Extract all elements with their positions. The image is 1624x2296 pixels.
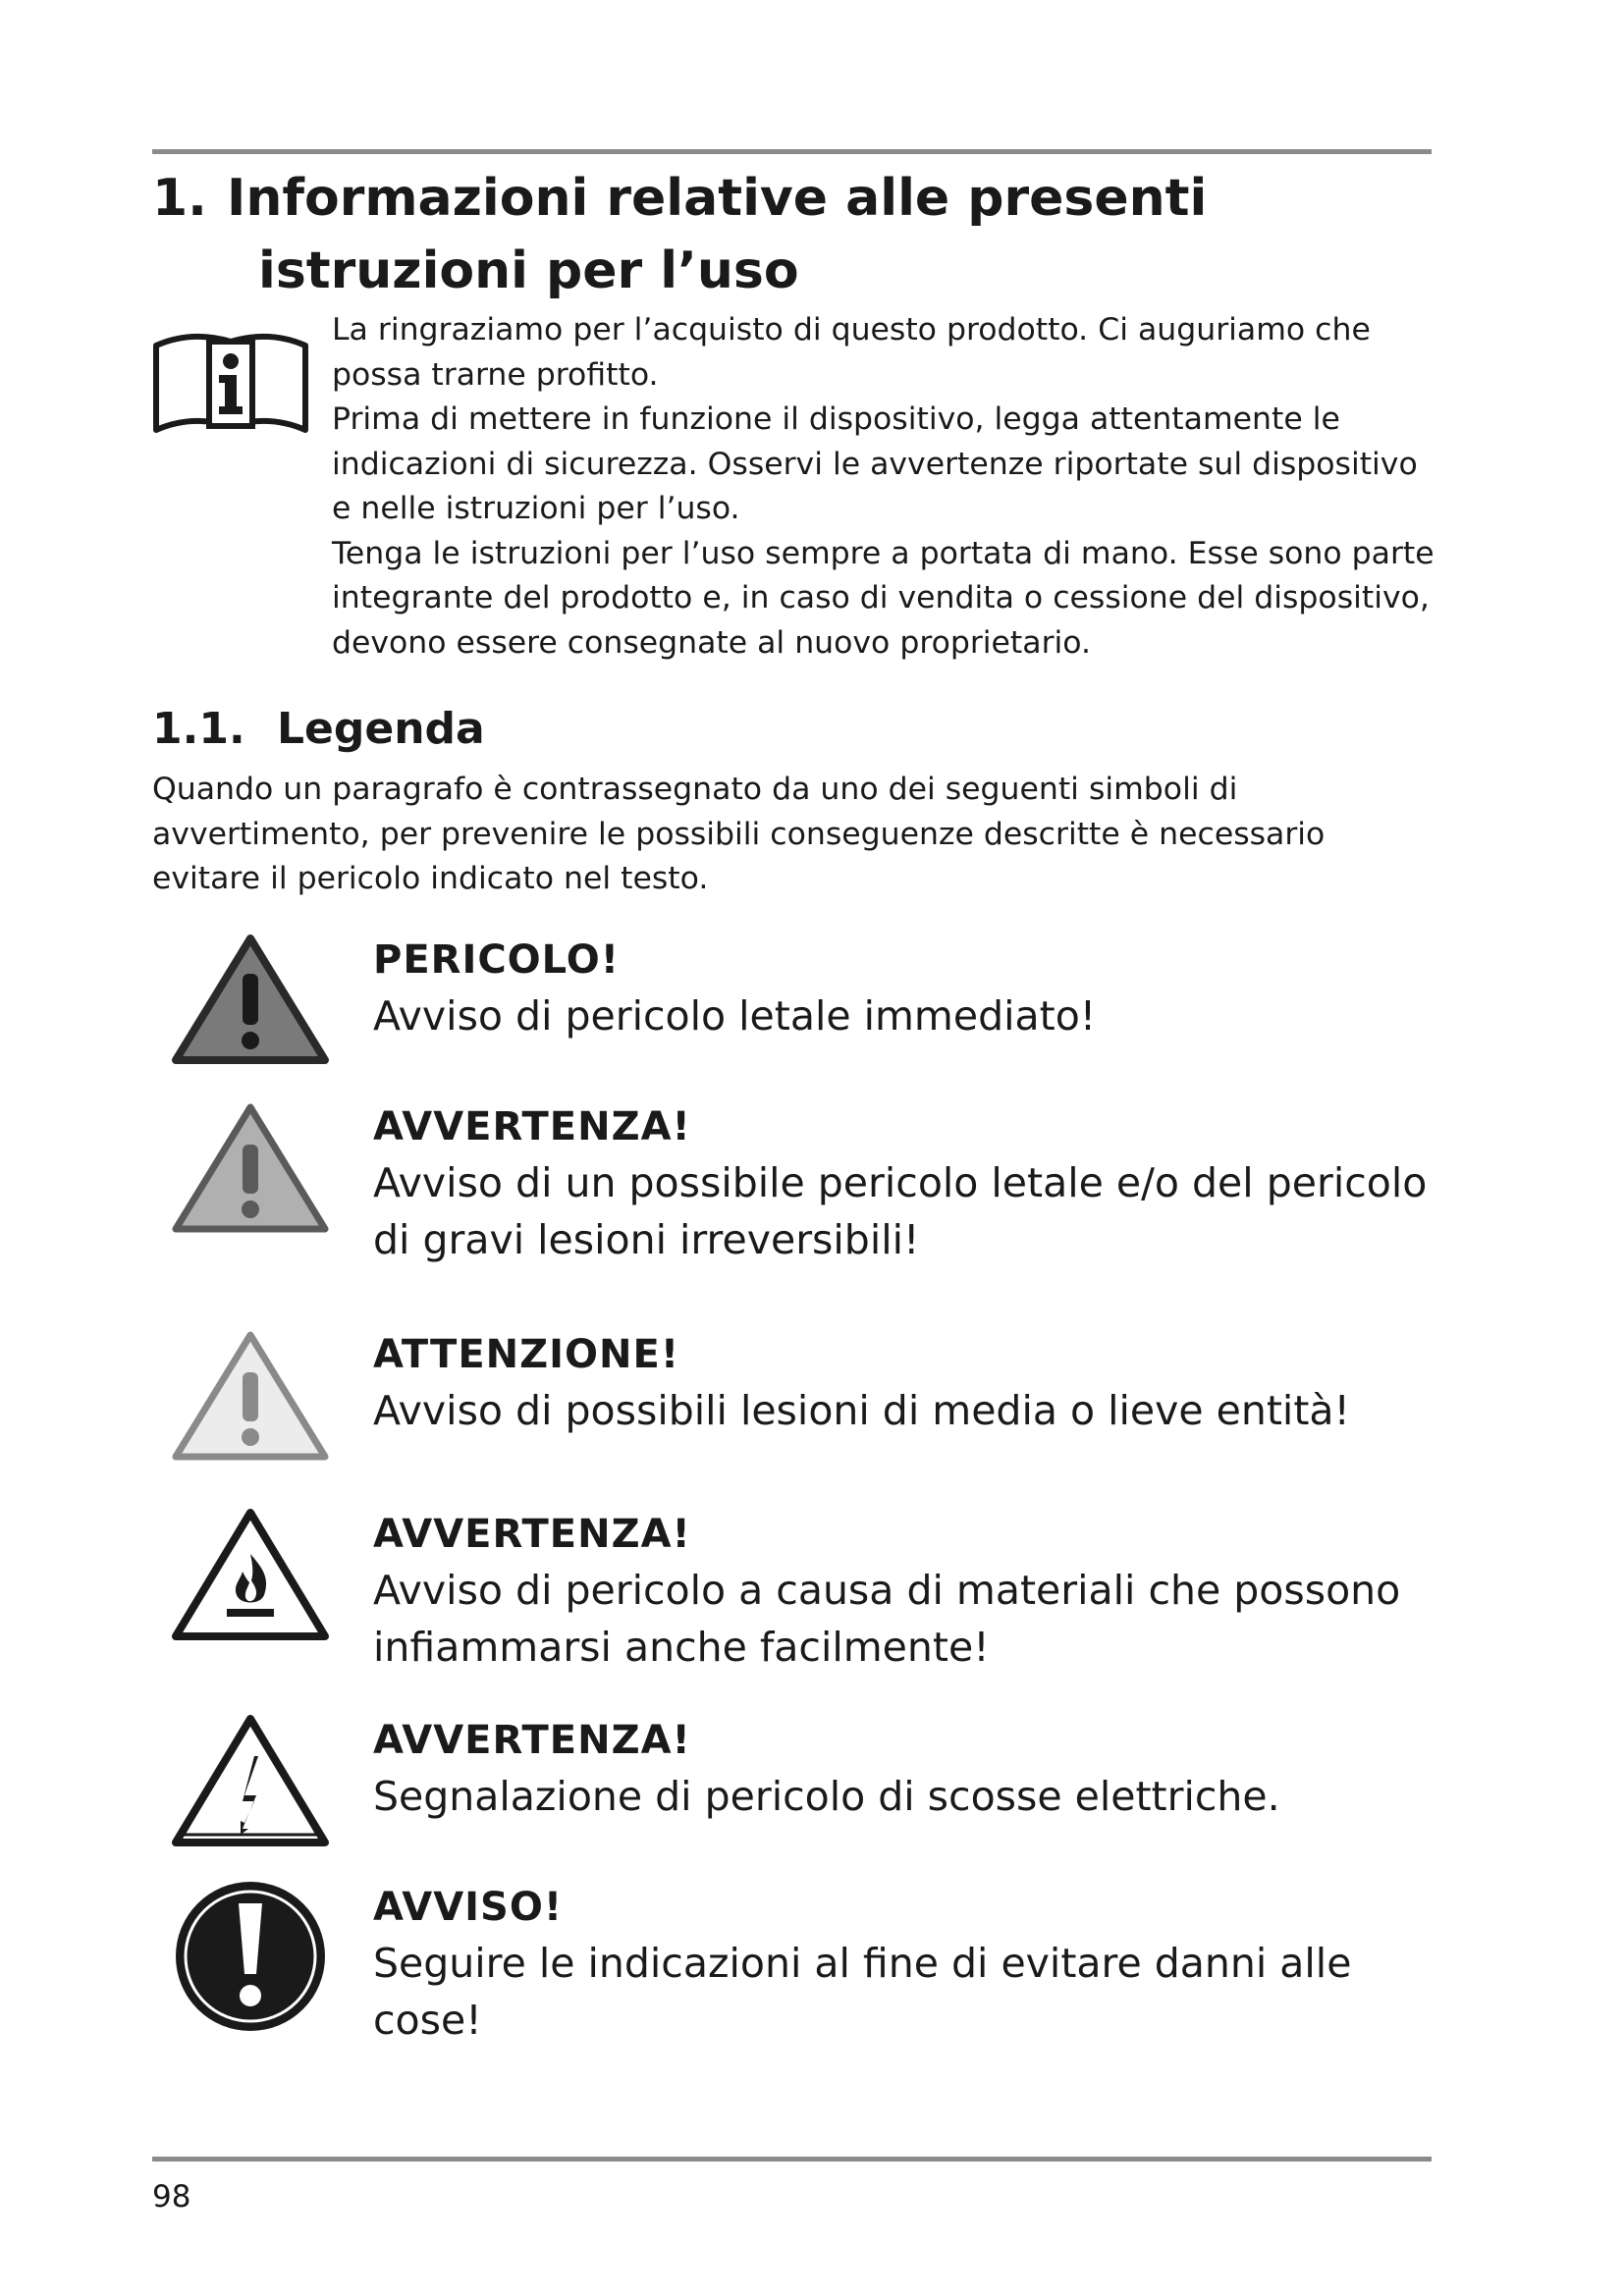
bottom-rule (152, 2157, 1432, 2162)
page-number: 98 (152, 2179, 191, 2215)
legend-description: Avviso di pericolo letale immediato! (373, 992, 1097, 1040)
intro-paragraph: Tenga le istruzioni per l’uso sempre a portata di mano. Esse sono parte integrante del prodotto e, in caso di vendita o cessione del dispositivo, devono essere consegnate al nuovo proprietario. (332, 535, 1435, 661)
manual-info-icon (152, 324, 309, 440)
legend-title: AVVISO! (373, 1885, 564, 1930)
danger-warning-triangle-icon (172, 933, 329, 1070)
flammable-triangle-icon (172, 1507, 329, 1644)
electric-shock-triangle-icon (172, 1713, 329, 1850)
notice-exclamation-circle-icon (172, 1878, 329, 2035)
legend-description: Avviso di un possibile pericolo letale e/o del pericolo di gravi lesioni irreversibili! (373, 1159, 1428, 1263)
top-rule (152, 149, 1432, 154)
legend-title: ATTENZIONE! (373, 1332, 680, 1377)
chapter-title-line2: istruzioni per l’uso (258, 241, 799, 300)
section-heading (152, 700, 485, 759)
intro-text (332, 308, 1436, 666)
legend-description: Segnalazione di pericolo di scosse elettriche. (373, 1773, 1280, 1820)
legend-title: PERICOLO! (373, 937, 620, 983)
legend-intro-text: Quando un paragrafo è contrassegnato da uno dei seguenti simboli di avvertimento, per prevenire le possibili conseguenze descritte è necessario evitare il pericolo indicato nel testo. (152, 772, 1326, 896)
caution-triangle-icon (172, 1327, 329, 1465)
legend-title: AVVERTENZA! (373, 1512, 691, 1557)
section-title: Legenda (277, 704, 485, 754)
legend-description: Avviso di pericolo a causa di materiali che possono infiammarsi anche facilmente! (373, 1567, 1401, 1671)
intro-paragraph: La ringraziamo per l’acquisto di questo prodotto. Ci auguriamo che possa trarne profitto. (332, 312, 1371, 393)
legend-description: Seguire le indicazioni al fine di evitare danni alle cose! (373, 1940, 1352, 2044)
legend-title: AVVERTENZA! (373, 1718, 691, 1763)
legend-title: AVVERTENZA! (373, 1104, 691, 1149)
section-number: 1.1. (152, 704, 245, 754)
chapter-number: 1. (152, 169, 207, 228)
warning-triangle-icon (172, 1099, 329, 1237)
legend-description: Avviso di possibili lesioni di media o lieve entità! (373, 1387, 1350, 1434)
chapter-title-line1: Informazioni relative alle presenti (227, 169, 1208, 228)
intro-paragraph: Prima di mettere in funzione il dispositivo, legga attentamente le indicazioni di sicurezza. Osservi le avvertenze riportate sul dispositivo e nelle istruzioni per l’uso. (332, 401, 1418, 526)
